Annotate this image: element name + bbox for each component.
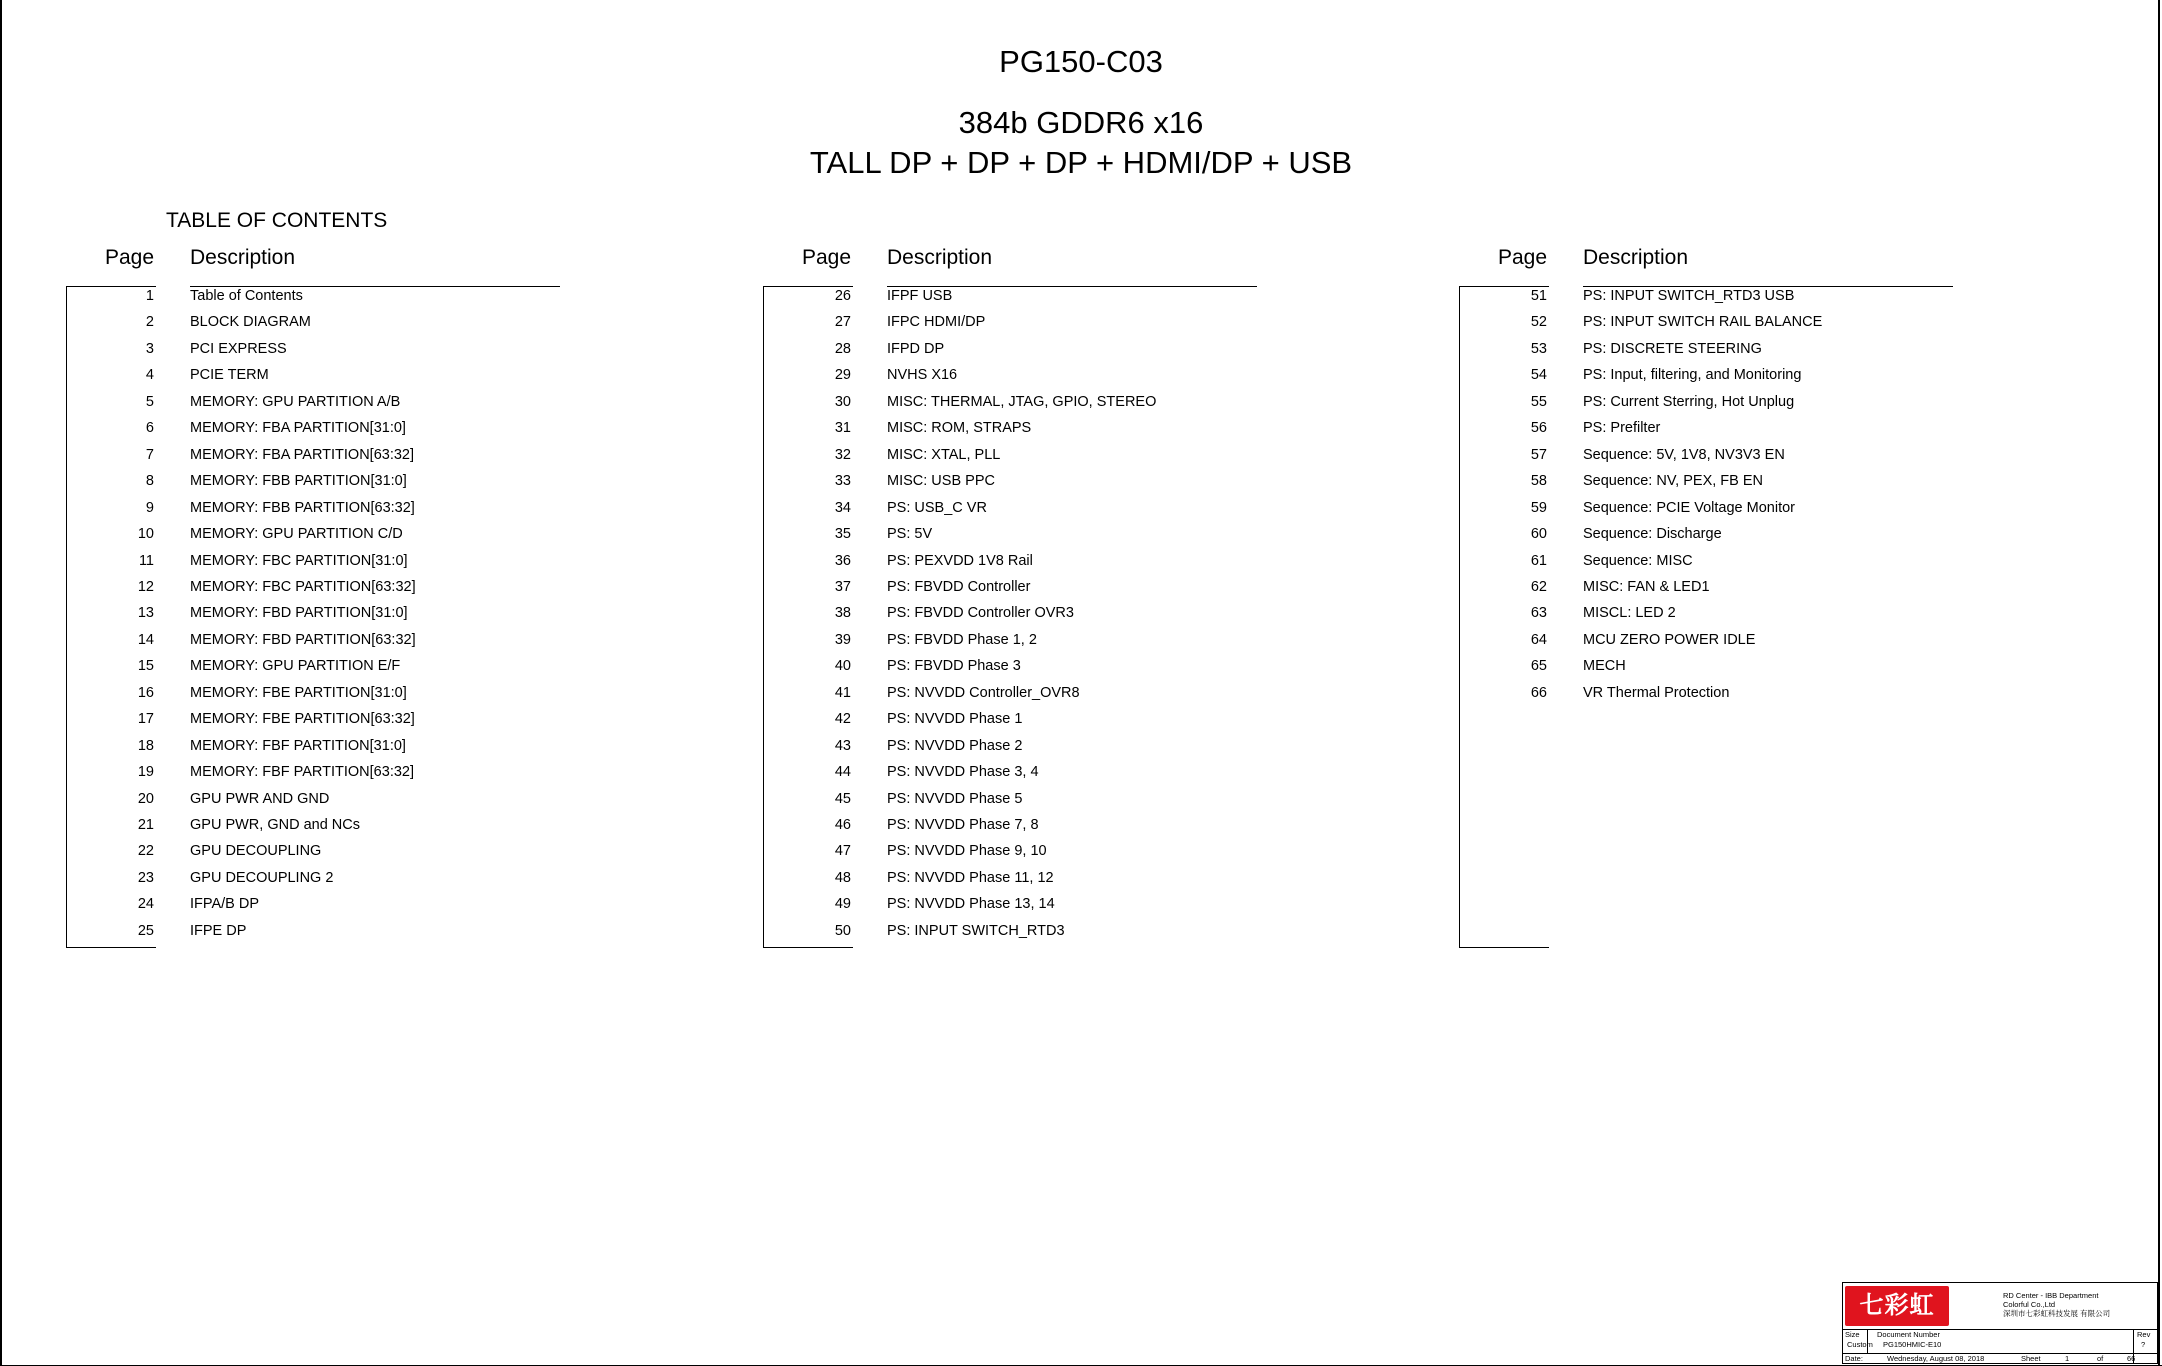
toc-description: MEMORY: FBF PARTITION[63:32]: [190, 764, 414, 781]
toc-page-number: 52: [1530, 314, 1547, 331]
toc-page-number: 59: [1530, 499, 1547, 516]
company-department: RD Center - IBB Department: [2003, 1291, 2099, 1300]
company-name-cn: 深圳市七彩虹科技发展 有限公司: [2003, 1309, 2111, 1318]
toc-description: PS: NVVDD Phase 5: [887, 790, 1023, 807]
document-number-value: PG150HMIC-E10: [1883, 1340, 1942, 1349]
toc-description: MCU ZERO POWER IDLE: [1583, 631, 1756, 648]
rev-label: Rev: [2137, 1330, 2151, 1339]
toc-page-number: 14: [137, 631, 154, 648]
toc-page-number: 56: [1530, 420, 1547, 437]
date-value: Wednesday, August 08, 2018: [1887, 1354, 1985, 1363]
toc-description: PS: USB_C VR: [887, 499, 987, 516]
toc-description: PS: NVVDD Phase 1: [887, 711, 1023, 728]
toc-description: PCIE TERM: [190, 367, 269, 384]
toc-page-number: 44: [834, 764, 851, 781]
toc-page-number: 11: [138, 552, 154, 569]
toc-description: PS: FBVDD Controller OVR3: [887, 605, 1074, 622]
toc-page-number: 12: [137, 578, 154, 595]
description-header: Description: [887, 246, 993, 269]
toc-description: MEMORY: FBE PARTITION[63:32]: [190, 711, 415, 728]
page-header: Page: [801, 246, 851, 269]
toc-description: MEMORY: FBF PARTITION[31:0]: [190, 737, 406, 754]
toc-page-number: 41: [834, 684, 851, 701]
toc-page-number: 23: [137, 869, 154, 886]
toc-description: IFPA/B DP: [190, 896, 260, 913]
date-label: Date:: [1845, 1354, 1863, 1363]
toc-description: MEMORY: FBB PARTITION[63:32]: [190, 499, 415, 516]
toc-page-number: 46: [834, 817, 851, 833]
toc-page-number: 64: [1530, 631, 1547, 648]
title-block: [1842, 1282, 2158, 1364]
toc-description: IFPF USB: [887, 288, 953, 304]
toc-description: PS: Current Sterring, Hot Unplug: [1583, 393, 1795, 410]
toc-page-number: 48: [834, 869, 851, 886]
toc-description: MEMORY: GPU PARTITION A/B: [190, 393, 401, 410]
sheet-value: 1: [2065, 1354, 2070, 1363]
toc-page-number: 16: [137, 684, 154, 701]
toc-page-number: 40: [834, 658, 851, 675]
toc-page-number: 13: [137, 605, 154, 622]
toc-page-number: 21: [137, 817, 154, 833]
toc-page-number: 1: [145, 288, 154, 304]
toc-description: PCI EXPRESS: [190, 340, 287, 357]
size-value: Custom: [1847, 1340, 1873, 1349]
description-header: Description: [1583, 246, 1689, 269]
toc-description: MEMORY: FBE PARTITION[31:0]: [190, 684, 407, 701]
of-label: of: [2097, 1354, 2104, 1363]
toc-page-number: 2: [145, 314, 154, 331]
toc-page-number: 3: [145, 340, 154, 357]
toc-description: PS: NVVDD Phase 7, 8: [887, 817, 1039, 833]
toc-page-number: 54: [1530, 367, 1547, 384]
toc-heading: TABLE OF CONTENTS: [166, 209, 388, 232]
toc-page-number: 42: [834, 711, 851, 728]
toc-page-number: 33: [834, 473, 851, 490]
toc-page-number: 57: [1530, 446, 1547, 463]
toc-page-number: 25: [137, 922, 154, 939]
page-header: Page: [104, 246, 154, 269]
toc-page-number: 32: [834, 446, 851, 463]
toc-description: Sequence: 5V, 1V8, NV3V3 EN: [1583, 446, 1785, 463]
toc-page-number: 66: [1530, 684, 1547, 701]
toc-description: Sequence: NV, PEX, FB EN: [1583, 473, 1764, 490]
toc-page-number: 53: [1530, 340, 1547, 357]
toc-page-number: 22: [137, 843, 154, 860]
toc-page-number: 37: [834, 578, 851, 595]
toc-page-number: 19: [137, 764, 154, 781]
outputs-title: TALL DP + DP + DP + HDMI/DP + USB: [809, 145, 1353, 180]
toc-description: PS: NVVDD Phase 2: [887, 737, 1023, 754]
toc-description: MEMORY: GPU PARTITION C/D: [190, 526, 403, 543]
toc-description: PS: Input, filtering, and Monitoring: [1583, 367, 1802, 384]
toc-page-number: 9: [145, 499, 154, 516]
document-number-label: Document Number: [1877, 1330, 1940, 1339]
toc-page-number: 58: [1530, 473, 1547, 490]
rev-value: ?: [2141, 1340, 2146, 1349]
toc-page-number: 38: [834, 605, 851, 622]
toc-page-number: 35: [834, 526, 851, 543]
toc-description: PS: NVVDD Controller_OVR8: [887, 684, 1080, 701]
toc-description: IFPE DP: [190, 922, 247, 939]
toc-description: PS: NVVDD Phase 3, 4: [887, 764, 1039, 781]
of-value: 66: [2127, 1354, 2136, 1363]
toc-description: GPU PWR AND GND: [190, 790, 330, 807]
toc-description: PS: INPUT SWITCH_RTD3 USB: [1583, 288, 1795, 304]
toc-page-number: 8: [145, 473, 154, 490]
toc-page-number: 45: [834, 790, 851, 807]
toc-page-number: 6: [145, 420, 154, 437]
toc-description: GPU PWR, GND and NCs: [190, 817, 360, 833]
toc-page-number: 51: [1530, 288, 1547, 304]
toc-description: PS: FBVDD Phase 1, 2: [887, 631, 1037, 648]
toc-page-number: 65: [1530, 658, 1547, 675]
toc-description: MEMORY: GPU PARTITION E/F: [190, 658, 401, 675]
toc-description: Sequence: PCIE Voltage Monitor: [1583, 499, 1795, 516]
toc-page-number: 55: [1530, 393, 1547, 410]
toc-page-number: 18: [137, 737, 154, 754]
toc-description: PS: 5V: [887, 526, 933, 543]
toc-page-number: 15: [137, 658, 154, 675]
colorful-logo: 七彩虹: [1845, 1286, 1949, 1326]
toc-description: Sequence: Discharge: [1583, 526, 1722, 543]
toc-description: MEMORY: FBA PARTITION[63:32]: [190, 446, 415, 463]
toc-description: GPU DECOUPLING: [190, 843, 322, 860]
toc-page-number: 17: [137, 711, 154, 728]
toc-description: VR Thermal Protection: [1583, 684, 1730, 701]
toc-description: PS: FBVDD Phase 3: [887, 658, 1021, 675]
toc-description: PS: NVVDD Phase 9, 10: [887, 843, 1047, 860]
toc-page-number: 29: [834, 367, 851, 384]
toc-description: PS: NVVDD Phase 13, 14: [887, 896, 1055, 913]
toc-description: MECH: [1583, 658, 1626, 675]
toc-description: GPU DECOUPLING 2: [190, 869, 334, 886]
toc-page-number: 26: [834, 288, 851, 304]
description-header: Description: [190, 246, 296, 269]
page-header: Page: [1497, 246, 1547, 269]
toc-page-number: 61: [1530, 552, 1547, 569]
toc-page-number: 39: [834, 631, 851, 648]
toc-description: PS: PEXVDD 1V8 Rail: [887, 552, 1033, 569]
toc-description: PS: NVVDD Phase 11, 12: [887, 869, 1054, 886]
toc-page-number: 60: [1530, 526, 1547, 543]
toc-description: MISC: ROM, STRAPS: [887, 420, 1032, 437]
toc-description: MISC: FAN & LED1: [1583, 578, 1710, 595]
toc-description: Sequence: MISC: [1583, 552, 1693, 569]
toc-page-number: 50: [834, 922, 851, 939]
toc-description: IFPC HDMI/DP: [887, 314, 986, 331]
toc-description: MEMORY: FBD PARTITION[31:0]: [190, 605, 408, 622]
toc-description: NVHS X16: [887, 367, 958, 384]
toc-description: MISC: XTAL, PLL: [887, 446, 1001, 463]
toc-description: PS: FBVDD Controller: [887, 578, 1031, 595]
toc-page-number: 34: [834, 499, 851, 516]
toc-page-number: 24: [137, 896, 154, 913]
memory-config-title: 384b GDDR6 x16: [958, 105, 1204, 140]
toc-description: PS: INPUT SWITCH RAIL BALANCE: [1583, 314, 1823, 331]
toc-page-number: 20: [137, 790, 154, 807]
toc-description: MEMORY: FBB PARTITION[31:0]: [190, 473, 407, 490]
toc-page-number: 10: [137, 526, 154, 543]
toc-description: MEMORY: FBC PARTITION[63:32]: [190, 578, 416, 595]
company-name: Colorful Co.,Ltd: [2003, 1300, 2056, 1309]
sheet-label: Sheet: [2021, 1354, 2041, 1363]
toc-description: MISC: THERMAL, JTAG, GPIO, STEREO: [887, 393, 1157, 410]
toc-page-number: 47: [834, 843, 851, 860]
toc-page-number: 31: [834, 420, 851, 437]
toc-description: PS: INPUT SWITCH_RTD3: [887, 922, 1065, 939]
toc-description: MEMORY: FBA PARTITION[31:0]: [190, 420, 406, 437]
toc-description: Table of Contents: [190, 288, 303, 304]
toc-description: MEMORY: FBD PARTITION[63:32]: [190, 631, 416, 648]
toc-description: MEMORY: FBC PARTITION[31:0]: [190, 552, 408, 569]
toc-description: BLOCK DIAGRAM: [190, 314, 311, 331]
toc-page-number: 28: [834, 340, 851, 357]
toc-description: PS: DISCRETE STEERING: [1583, 340, 1762, 357]
toc-page-number: 63: [1530, 605, 1547, 622]
toc-description: MISC: USB PPC: [887, 473, 995, 490]
toc-page-number: 5: [145, 393, 154, 410]
toc-page-number: 4: [145, 367, 154, 384]
toc-page-number: 30: [834, 393, 851, 410]
toc-page-number: 62: [1530, 578, 1547, 595]
project-title: PG150-C03: [999, 44, 1163, 79]
toc-page-number: 27: [834, 314, 851, 331]
size-label: Size: [1845, 1330, 1860, 1339]
toc-description: IFPD DP: [887, 340, 945, 357]
toc-page-number: 49: [834, 896, 851, 913]
toc-description: PS: Prefilter: [1583, 420, 1661, 437]
toc-page-number: 43: [834, 737, 851, 754]
toc-description: MISCL: LED 2: [1583, 605, 1676, 622]
toc-page-number: 36: [834, 552, 851, 569]
toc-page-number: 7: [145, 446, 154, 463]
